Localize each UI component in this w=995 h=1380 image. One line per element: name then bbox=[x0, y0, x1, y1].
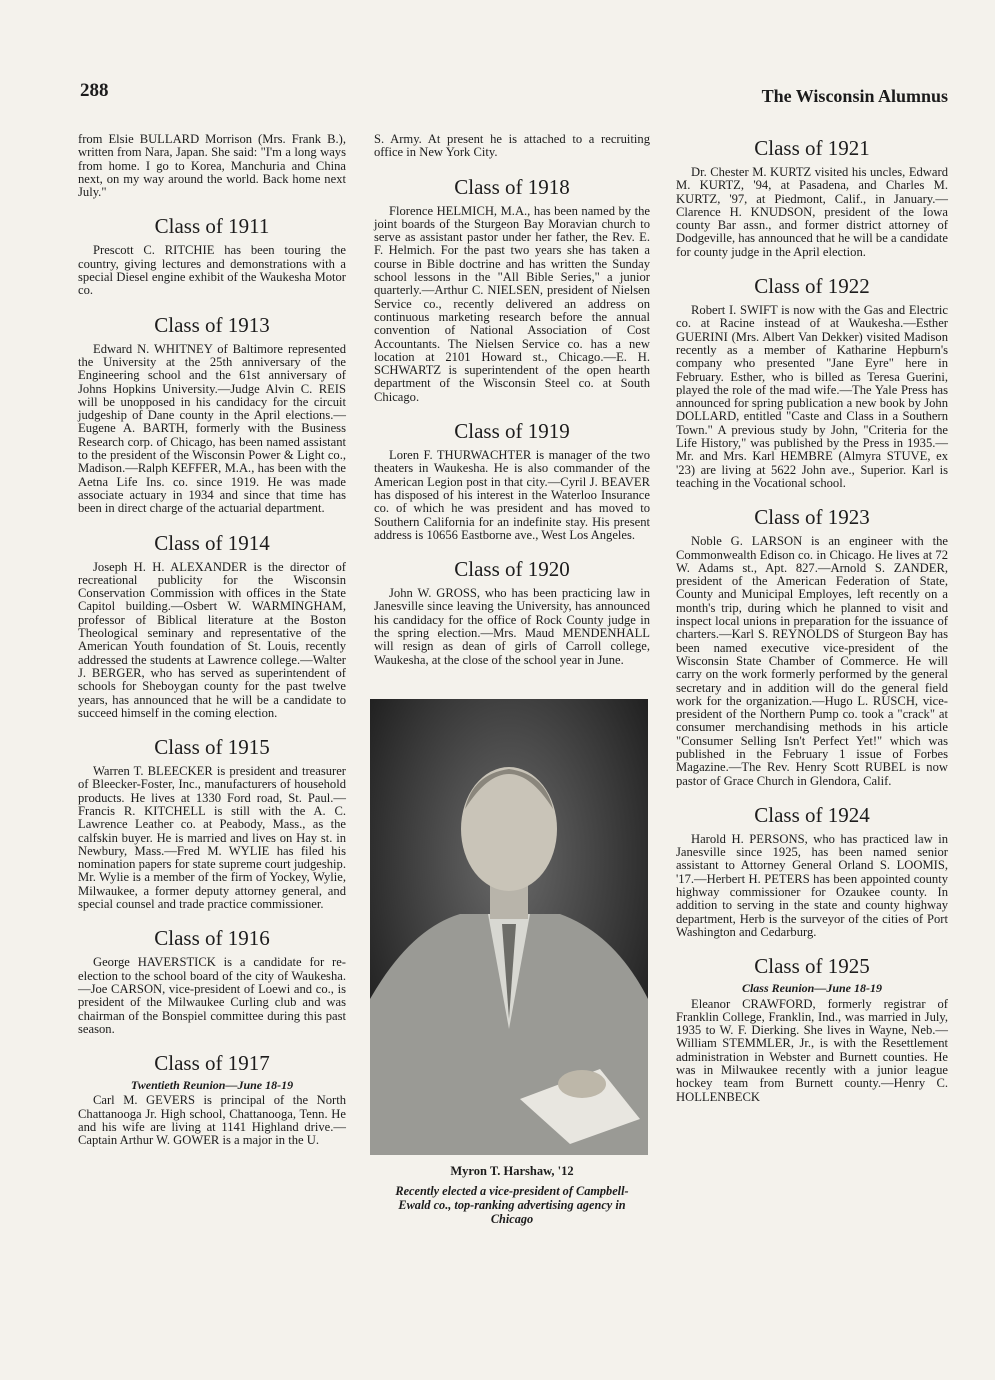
class-1913-heading: Class of 1913 bbox=[154, 312, 270, 337]
portrait-illustration bbox=[370, 699, 648, 1155]
class-1921-heading: Class of 1921 bbox=[754, 136, 870, 160]
class-1921-text: Dr. Chester M. KURTZ visited his uncles, Edward M. KURTZ, '94, at Pasadena, and Charles M. KURTZ, '97, at Piedmont, Calif., in January.—Clarence H. KNUDSON, president of the Iowa county Bar assn., and former district attorney of Dodgeville, has announced that he will be a candidate for county judge in the April election. bbox=[676, 165, 948, 259]
continued-paragraph: S. Army. At present he is attached to a recruiting office in New York City. bbox=[374, 132, 650, 160]
class-1917-heading: Class of 1917 bbox=[154, 1051, 270, 1076]
class-1914-text: Joseph H. H. ALEXANDER is the director of recreational publicity for the Wisconsin Conservation Commission with offices in the State Capitol building.—Osbert W. WARMINGHAM, professor of Biblical literature at the Boston Theological seminary and representative of the American Youth foundation of St. Louis, recently addressed the students at Lawrence college.—Walter J. BERGER, who has served as superintendent of schools for Sheboygan county for the past twelve years, has announced that he will be a candidate to succeed himself in the coming election. bbox=[78, 559, 346, 720]
column-right bbox=[676, 133, 948, 1104]
class-1920-text: John W. GROSS, who has been practicing law in Janesville since leaving the University, has announced his candidacy for the office of Rock County judge in the spring election.—Mrs. Maud MENDENHALL will resign as dean of girls of Carroll college, Waukesha, at the close of the school year in June. bbox=[374, 586, 650, 667]
intro-paragraph: from Elsie BULLARD Morrison (Mrs. Frank B.), written from Nara, Japan. She said: "I'm a long ways from home. I go to Korea, Manchuria and China next, on my way around the world. Back home next July." bbox=[78, 132, 346, 200]
class-1915-heading: Class of 1915 bbox=[154, 735, 270, 760]
page-number: 288 bbox=[80, 80, 109, 101]
class-1917-reunion: Twentieth Reunion—June 18-19 bbox=[130, 1078, 294, 1093]
class-1920-heading: Class of 1920 bbox=[454, 557, 570, 582]
class-1925-reunion: Class Reunion—June 18-19 bbox=[741, 981, 883, 996]
portrait-photo bbox=[370, 699, 648, 1155]
photo-caption-name: Myron T. Harshaw, '12 bbox=[450, 1163, 574, 1178]
class-1913-text: Edward N. WHITNEY of Baltimore represented the University at the 25th anniversary of the Engineering school and the 61st anniversary of Johns Hopkins University.—Judge Alvin C. REIS will be unopposed in his candidacy for the circuit judgeship of Dane county in the April elections.—Eugene A. BARTH, formerly with the Business Research corp. of Chicago, has been named assistant to the president of the Wisconsin Power & Light co., Madison.—Ralph KEFFER, M.A., has been with the Aetna Life Ins. co. since 1919. He was made associate actuary in 1934 and since that time has been in direct charge of the actuarial department. bbox=[78, 341, 346, 516]
class-1918-text: Florence HELMICH, M.A., has been named by the joint boards of the Sturgeon Bay Moravian church to serve as assistant pastor under her father, the Rev. E. F. Helmich. For the past two years she has taken a course in Bible doctrine and has written the Sunday school lessons in the "All Bible Series," a junior quarterly.—Arthur C. NIELSEN, president of Nielsen Service co., recently delivered an address on continuous marketing research before the annual convention of National Association of Cost Accountants. The Nielsen Service co. has a new location at 2101 Howard st., Chicago.—E. H. SCHWARTZ is superintendent of the open hearth department of the Wisconsin Steel co. at South Chicago. bbox=[374, 203, 650, 404]
column-left bbox=[78, 133, 346, 1148]
class-1911-text: Prescott C. RITCHIE has been touring the country, giving lectures and demonstrations with a special Diesel engine exhibit of the Waukesha Motor co. bbox=[78, 243, 346, 298]
class-1915-text: Warren T. BLEECKER is president and treasurer of Bleecker-Foster, Inc., manufacturers of household products. He lives at 1330 Ford road, St. Paul.—Francis R. KITCHELL is still with the A. C. Lawrence Leather co. at Peabody, Mass., as the calfskin buyer. He is married and lives on Hay st. in Newbury, Mass.—Fred M. WYLIE has filed his nomination papers for state supreme court judgeship. Mr. Wylie is a member of the firm of Yockey, Wylie, Milwaukee, a former deputy attorney general, and special counsel and trade practice commissioner. bbox=[78, 764, 346, 912]
class-1922-text: Robert I. SWIFT is now with the Gas and Electric co. at Racine instead of at Waukesha.—Esther GUERINI (Mrs. Albert Van Dekker) visited Madison recently as a member of Katharine Hepburn's company who presented "Jane Eyre" here in February. Esther, who is billed as Teresa Guerini, played the role of the mad wife.—The Yale Press has announced for spring publication a new book by John DOLLARD, entitled "Caste and Class in a Southern Town." A previous study by John, "Criteria for the Life History," was published by the Press in 1935.—Mr. and Mrs. Karl HEMBRE (Almyra STUVE, ex '23) are living at 5622 John ave., Superior. Karl is teaching in the Vocational school. bbox=[676, 303, 948, 490]
class-1923-heading: Class of 1923 bbox=[754, 505, 870, 530]
class-1919-text: Loren F. THURWACHTER is manager of the two theaters in Waukesha. He is also commander of the American Legion post in that city.—Cyril J. BEAVER has disposed of his interest in the Waterloo Insurance co. of which he was president and has moved to Southern California for an indefinite stay. His present address is 10656 Eastborne ave., West Los Angeles. bbox=[374, 448, 650, 542]
class-1925-heading: Class of 1925 bbox=[754, 954, 870, 979]
class-1924-heading: Class of 1924 bbox=[754, 802, 870, 827]
class-1917-text: Carl M. GEVERS is principal of the North Chattanooga Jr. High school, Chattanooga, Tenn. He and his wife are living at 1141 Highland drive.—Captain Arthur W. GOWER is a major in the U. bbox=[78, 1093, 346, 1148]
class-1923-text: Noble G. LARSON is an engineer with the Commonwealth Edison co. in Chicago. He lives at 72 W. Adams st., Apt. 827.—Arnold S. ZANDER, president of the American Federation of State, County and Municipal Employes, left recently on a month's trip, during which he planned to visit and inspect local unions in preparation for the issuance of charters.—Karl S. REYNOLDS of Sturgeon Bay has been named executive vice-president of the Wisconsin State Chamber of Commerce. He will carry on the work formerly performed by the general secretary and in addition will do the general field work for the organization.—Hugo L. RUSCH, vice-president of the Northern Pump co. took a "crack" at consumer merchandising methods in his article "Consumer Selling Isn't Perfect Yet!" which was published in the February 1 issue of Forbes Magazine.—The Rev. Henry Scott RUBEL is now pastor of Grace Church in Glendora, Calif. bbox=[676, 534, 948, 788]
class-1911-heading: Class of 1911 bbox=[154, 214, 270, 239]
class-1925-text: Eleanor CRAWFORD, formerly registrar of Franklin College, Franklin, Ind., was married in July, 1935 to W. F. Dierking. She lives in Wayne, Neb.—William STEMMLER, Jr., is with the Resettlement administration in Webster and Burnett counties. He was in Milwaukee recently with a junior league hockey team from Burnett county.—Henry C. HOLLENBECK bbox=[676, 996, 948, 1104]
photo-caption-description: Recently elected a vice-president of Campbell-Ewald co., top-ranking advertising agency in Chicago bbox=[395, 1184, 629, 1227]
class-1922-heading: Class of 1922 bbox=[754, 274, 870, 299]
class-1918-heading: Class of 1918 bbox=[454, 174, 570, 199]
class-1919-heading: Class of 1919 bbox=[454, 419, 570, 444]
class-1916-text: George HAVERSTICK is a candidate for re-election to the school board of the city of Waukesha.—Joe CARSON, vice-president of Loewi and co., is president of the Milwaukee Curling club and was chairman of the Bonspiel committee during this past season. bbox=[78, 955, 346, 1036]
running-title: The Wisconsin Alumnus bbox=[761, 86, 948, 106]
class-1916-heading: Class of 1916 bbox=[154, 926, 270, 951]
column-middle bbox=[374, 133, 650, 1226]
class-1924-text: Harold H. PERSONS, who has practiced law in Janesville since 1925, has been named senior assistant to Attorney General Orland S. LOOMIS, '17.—Herbert H. PETERS has been appointed county highway commissioner for Ozaukee county. In addition to serving in the state and county highway department, Herb is the surveyor of the cities of Port Washington and Cedarburg. bbox=[676, 831, 948, 939]
class-1914-heading: Class of 1914 bbox=[154, 530, 270, 555]
